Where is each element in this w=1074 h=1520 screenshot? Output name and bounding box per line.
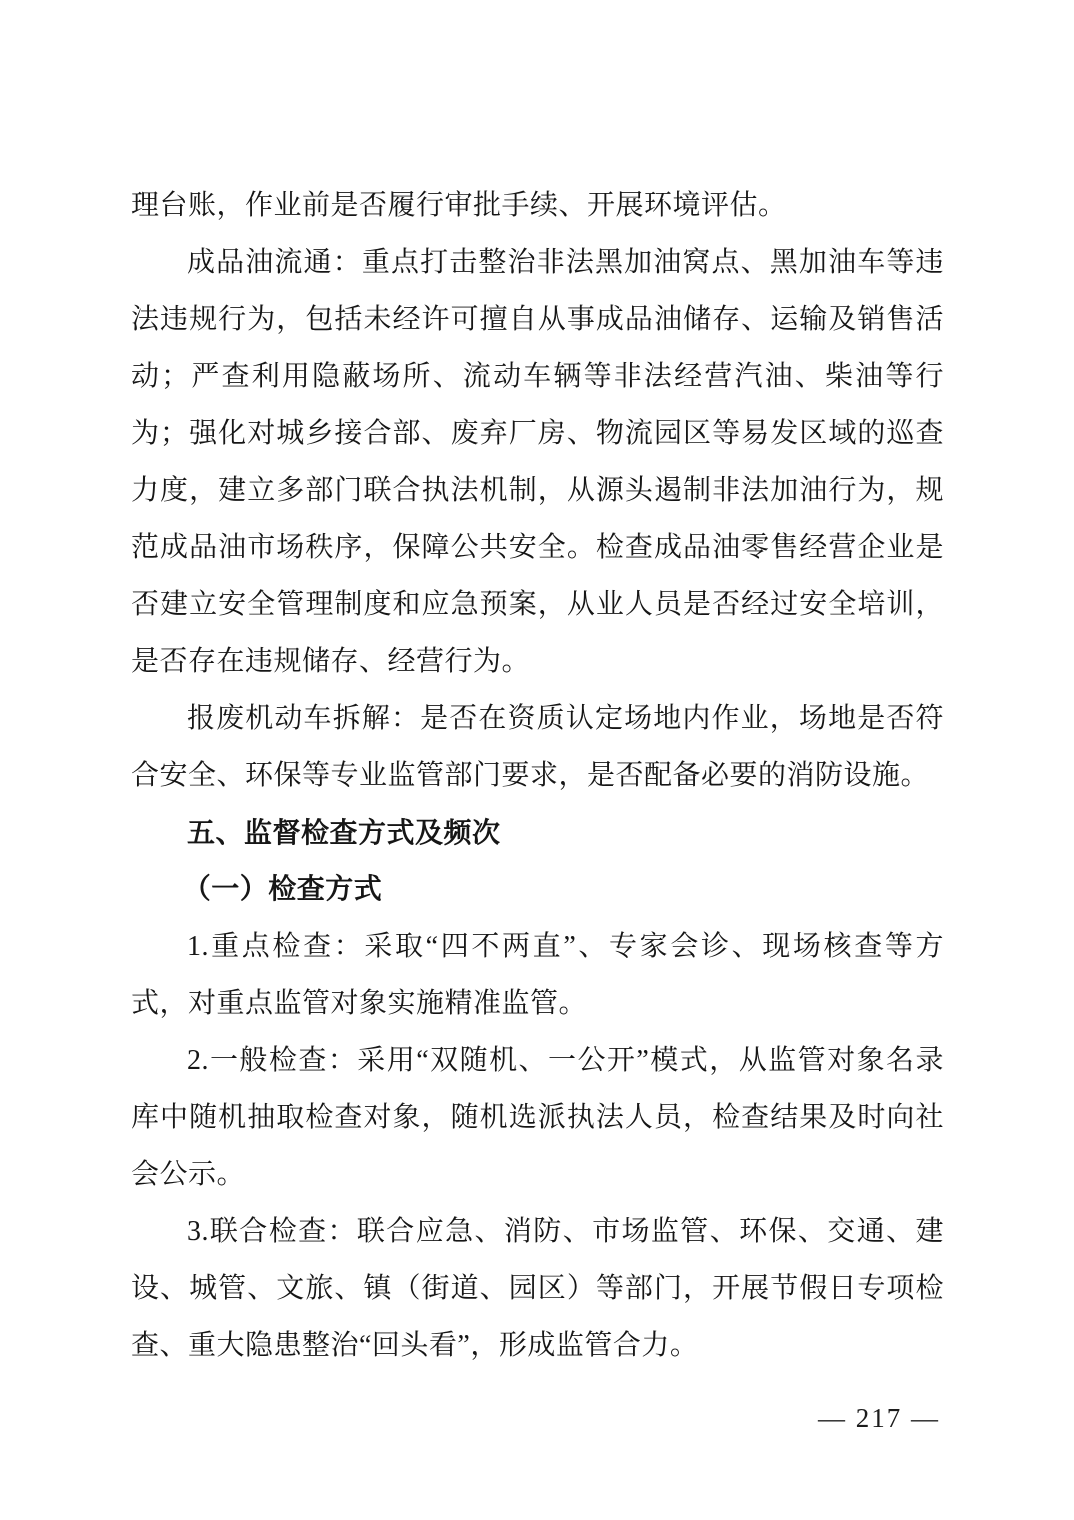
- page-number: — 217 —: [818, 1403, 940, 1433]
- document-body: [131, 177, 944, 1374]
- section-heading-inspection-methods: 五、监督检查方式及频次: [187, 817, 501, 848]
- paragraph-general-inspection: 2.一般检查：采用“双随机、一公开”模式，从监管对象名录库中随机抽取检查对象，随机选派执法人员，检查结果及时向社会公示。: [131, 1045, 944, 1190]
- paragraph-refined-oil-circulation: 成品油流通：重点打击整治非法黑加油窝点、黑加油车等违法违规行为，包括未经许可擅自从事成品油储存、运输及销售活动；严查利用隐蔽场所、流动车辆等非法经营汽油、柴油等行为；强化对城乡接合部、废弃厂房、物流园区等易发区域的巡查力度，建立多部门联合执法机制，从源头遏制非法加油行为，规范成品油市场秩序，保障公共安全。检查成品油零售经营企业是否建立安全管理制度和应急预案，从业人员是否经过安全培训，是否存在违规储存、经营行为。: [131, 247, 944, 677]
- paragraph-key-inspection: 1.重点检查：采取“四不两直”、专家会诊、现场核查等方式，对重点监管对象实施精准监管。: [131, 931, 944, 1019]
- page-footer: [818, 1398, 940, 1438]
- paragraph-joint-inspection: 3.联合检查：联合应急、消防、市场监管、环保、交通、建设、城管、文旅、镇（街道、园区）等部门，开展节假日专项检查、重大隐患整治“回头看”，形成监管合力。: [131, 1216, 944, 1361]
- subsection-heading-check-methods: （一）检查方式: [182, 874, 383, 905]
- paragraph-scrapped-vehicle-dismantling: 报废机动车拆解：是否在资质认定场地内作业，场地是否符合安全、环保等专业监管部门要求，是否配备必要的消防设施。: [131, 703, 944, 791]
- paragraph-continuation: 理台账，作业前是否履行审批手续、开展环境评估。: [131, 190, 787, 221]
